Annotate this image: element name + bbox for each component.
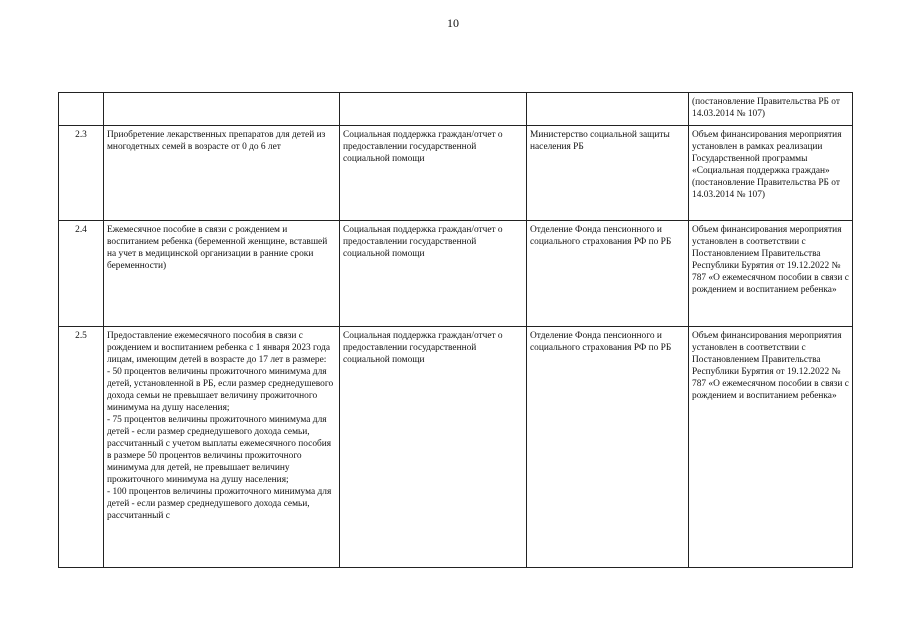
page-number: 10 <box>447 16 459 30</box>
row-number-cell: 2.5 <box>59 327 104 568</box>
program-cell: Социальная поддержка граждан/отчет о предоставлении государственной социальной помощи <box>340 327 527 568</box>
row-number-cell <box>59 93 104 126</box>
basis-cell: Объем финансирования мероприятия установлен в соответствии с Постановлением Правительства Республики Бурятия от 19.12.2022 № 787 «О ежемесячном пособии в связи с рождением и воспитанием ребенка» <box>689 221 853 327</box>
program-cell: Социальная поддержка граждан/отчет о предоставлении государственной социальной помощи <box>340 221 527 327</box>
executor-cell: Министерство социальной защиты населения РБ <box>527 126 689 221</box>
row-number-cell: 2.3 <box>59 126 104 221</box>
executor-cell: Отделение Фонда пенсионного и социального страхования РФ по РБ <box>527 221 689 327</box>
table-row <box>59 93 853 126</box>
measure-cell: Приобретение лекарственных препаратов для детей из многодетных семей в возрасте от 0 до 6 лет <box>104 126 340 221</box>
table-row <box>59 327 853 568</box>
basis-cell: Объем финансирования мероприятия установлен в соответствии с Постановлением Правительства Республики Бурятия от 19.12.2022 № 787 «О ежемесячном пособии в связи с рождением и воспитанием ребенка» <box>689 327 853 568</box>
program-cell: Социальная поддержка граждан/отчет о предоставлении государственной социальной помощи <box>340 126 527 221</box>
executor-cell: Отделение Фонда пенсионного и социального страхования РФ по РБ <box>527 327 689 568</box>
measure-cell: Предоставление ежемесячного пособия в связи с рождением и воспитанием ребенка с 1 января 2023 года лицам, имеющим детей в возрасте до 17 лет в размере: - 50 процентов величины прожиточного минимума для детей, установленной в РБ, если размер среднедушевого дохода семьи не превышает величину прожиточного минимума на душу населения; - 75 процентов величины прожиточного минимума для детей - если размер среднедушевого дохода семьи, рассчитанный с учетом выплаты ежемесячного пособия в размере 50 процентов величины прожиточного минимума для детей, не превышает величину прожиточного минимума на душу населения; - 100 процентов величины прожиточного минимума для детей - если размер среднедушевого дохода семьи, рассчитанный с <box>104 327 340 568</box>
row-number-cell: 2.4 <box>59 221 104 327</box>
table-row <box>59 221 853 327</box>
measure-cell <box>104 93 340 126</box>
measures-table <box>58 92 853 568</box>
basis-cell: (постановление Правительства РБ от 14.03.2014 № 107) <box>689 93 853 126</box>
measure-cell: Ежемесячное пособие в связи с рождением и воспитанием ребенка (беременной женщине, вставшей на учет в медицинской организации в ранние сроки беременности) <box>104 221 340 327</box>
table-row <box>59 126 853 221</box>
program-cell <box>340 93 527 126</box>
executor-cell <box>527 93 689 126</box>
basis-cell: Объем финансирования мероприятия установлен в рамках реализации Государственной программы «Социальная поддержка граждан» (постановление Правительства РБ от 14.03.2014 № 107) <box>689 126 853 221</box>
